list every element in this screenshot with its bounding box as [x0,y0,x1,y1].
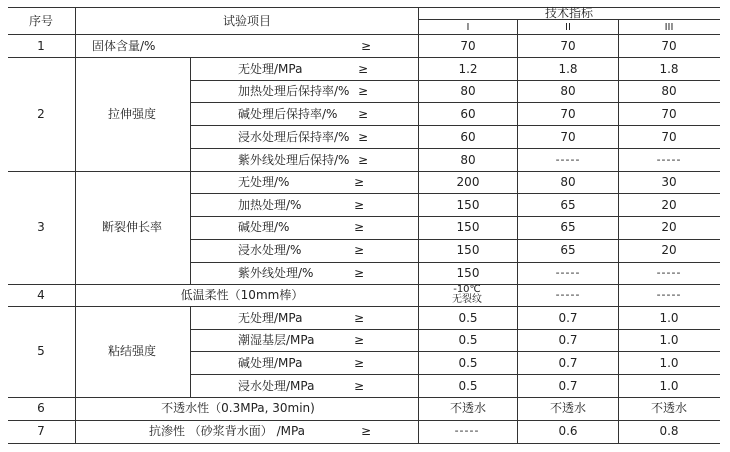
row-2-sub-1-label: 无处理/MPa [238,62,303,76]
row-5-group: 粘结强度 [107,344,157,358]
row-3-sub-3-label: 碱处理/% [238,220,290,234]
row-2-sub-1-value-1: 1.2 [458,62,478,76]
row-2-no: 2 [37,107,45,121]
ge-symbol: ≥ [358,153,369,167]
row-5-sub-3-value-1: 0.5 [458,356,478,370]
ge-symbol: ≥ [354,356,365,370]
row-4-item: 低温柔性（10mm棒） [180,288,304,302]
row-5-sub-3-value-3: 1.0 [659,356,679,370]
row-5-sub-4-value-3: 1.0 [659,379,679,393]
row-3-sub-1-label: 无处理/% [238,175,290,189]
ge-symbol: ≥ [354,220,365,234]
row-1-value-3: 70 [661,39,677,53]
header-grade-2: II [565,22,571,33]
ge-symbol: ≥ [361,424,372,438]
row-3-sub-5-value-3: ----- [656,266,682,279]
row-3-sub-4-value-3: 20 [661,243,677,257]
row-5-sub-4-value-1: 0.5 [458,379,478,393]
ge-symbol: ≥ [354,311,365,325]
row-2-sub-3-value-2: 70 [560,107,576,121]
ge-symbol: ≥ [358,107,369,121]
row-6-value-3: 不透水 [650,401,688,415]
row-6-item: 不透水性（0.3MPa, 30min) [161,401,315,415]
row-2-sub-3-label: 碱处理后保持率/% [238,107,338,121]
ge-symbol: ≥ [354,379,365,393]
row-3-sub-2-value-1: 150 [456,198,480,212]
ge-symbol: ≥ [354,333,365,347]
ge-symbol: ≥ [354,266,365,280]
ge-symbol: ≥ [354,243,365,257]
ge-symbol: ≥ [358,130,369,144]
ge-symbol: ≥ [361,39,372,53]
row-1-value-2: 70 [560,39,576,53]
header-tech: 技术指标 [544,6,594,20]
header-item: 试验项目 [222,14,272,28]
row-2-sub-2-value-1: 80 [460,84,476,98]
row-2-sub-5-value-2: ----- [555,153,581,166]
row-7-value-3: 0.8 [659,424,679,438]
row-6-value-1: 不透水 [449,401,487,415]
row-1-value-1: 70 [460,39,476,53]
ge-symbol: ≥ [358,62,369,76]
row-3-sub-2-value-3: 20 [661,198,677,212]
row-7-no: 7 [37,424,45,438]
row-2-sub-5-label: 紫外线处理后保持/% [238,153,350,167]
row-2-sub-5-value-1: 80 [460,153,476,167]
row-2-sub-4-value-1: 60 [460,130,476,144]
row-3-sub-1-value-3: 30 [661,175,677,189]
row-3-sub-4-value-2: 65 [560,243,576,257]
row-2-sub-4-value-2: 70 [560,130,576,144]
ge-symbol: ≥ [354,175,365,189]
row-3-sub-4-value-1: 150 [456,243,480,257]
row-2-sub-2-value-3: 80 [661,84,677,98]
row-4-value-1: -10℃ [453,284,481,295]
row-6-value-2: 不透水 [549,401,587,415]
row-3-no: 3 [37,220,45,234]
row-3-sub-5-value-2: ----- [555,266,581,279]
row-4-value-3: ----- [656,288,682,301]
ge-symbol: ≥ [358,84,369,98]
row-5-sub-2-label: 潮湿基层/MPa [238,333,315,347]
row-2-sub-1-value-3: 1.8 [659,62,679,76]
row-5-no: 5 [37,344,45,358]
row-2-sub-3-value-3: 70 [661,107,677,121]
row-3-sub-2-value-2: 65 [560,198,576,212]
row-5-sub-1-value-2: 0.7 [558,311,578,325]
row-2-sub-4-value-3: 70 [661,130,677,144]
ge-symbol: ≥ [354,198,365,212]
row-3-sub-1-value-1: 200 [456,175,480,189]
row-5-sub-2-value-2: 0.7 [558,333,578,347]
row-7-value-1: ----- [454,424,480,437]
row-3-sub-3-value-1: 150 [456,220,480,234]
row-2-sub-2-label: 加热处理后保持率/% [238,84,350,98]
row-3-sub-1-value-2: 80 [560,175,576,189]
row-4-no: 4 [37,288,45,302]
row-3-sub-3-value-3: 20 [661,220,677,234]
row-1-no: 1 [37,39,45,53]
row-3-sub-4-label: 浸水处理/% [238,243,302,257]
row-4-value-2: ----- [555,288,581,301]
row-7-item: 抗渗性 （砂浆背水面） /MPa [148,424,306,438]
header-grade-1: I [466,22,470,33]
header-grade-3: III [664,22,674,33]
row-5-sub-3-value-2: 0.7 [558,356,578,370]
row-5-sub-1-value-1: 0.5 [458,311,478,325]
row-2-sub-1-value-2: 1.8 [558,62,578,76]
row-5-sub-1-label: 无处理/MPa [238,311,303,325]
row-3-group: 断裂伸长率 [101,220,163,234]
row-2-sub-5-value-3: ----- [656,153,682,166]
row-2-group: 拉伸强度 [107,107,157,121]
header-seq: 序号 [28,14,54,28]
row-1-item: 固体含量/% [92,39,156,53]
row-2-sub-4-label: 浸水处理后保持率/% [238,130,350,144]
row-2-sub-2-value-2: 80 [560,84,576,98]
row-5-sub-3-label: 碱处理/MPa [238,356,303,370]
row-7-value-2: 0.6 [558,424,578,438]
row-4-note: 无裂纹 [452,294,482,305]
row-5-sub-2-value-1: 0.5 [458,333,478,347]
row-3-sub-3-value-2: 65 [560,220,576,234]
row-3-sub-5-value-1: 150 [456,266,480,280]
row-6-no: 6 [37,401,45,415]
row-5-sub-1-value-3: 1.0 [659,311,679,325]
row-5-sub-4-value-2: 0.7 [558,379,578,393]
row-5-sub-2-value-3: 1.0 [659,333,679,347]
row-5-sub-4-label: 浸水处理/MPa [238,379,315,393]
row-3-sub-2-label: 加热处理/% [238,198,302,212]
row-3-sub-5-label: 紫外线处理/% [238,266,314,280]
row-2-sub-3-value-1: 60 [460,107,476,121]
